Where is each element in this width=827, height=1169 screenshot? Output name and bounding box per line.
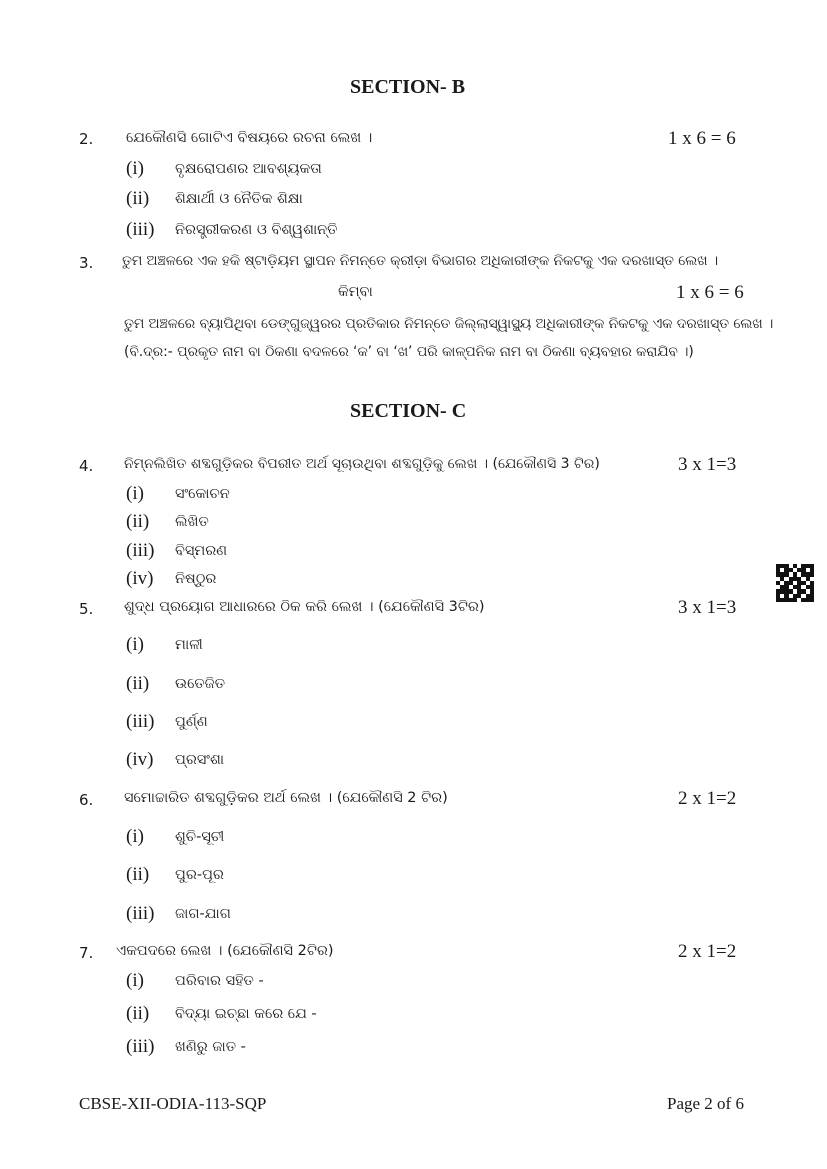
q2-item-text: ନିରସ୍ତ୍ରୀକରଣ ଓ ବିଶ୍ୱଶାନ୍ତି: [175, 222, 338, 238]
question-3-marks: 1 x 6 = 6: [676, 282, 744, 303]
question-6-marks: 2 x 1=2: [678, 788, 737, 809]
q2-item-text: ଶିକ୍ଷାର୍ଥୀ ଓ ନୈତିକ ଶିକ୍ଷା: [175, 191, 303, 207]
qr-code-icon: [776, 564, 814, 602]
q6-item-label: (iii): [126, 903, 155, 924]
q6-item-label: (i): [126, 826, 144, 847]
footer-page-number: Page 2 of 6: [667, 1094, 744, 1113]
q4-item-text: ସଂକୋଚନ: [175, 486, 230, 502]
question-4-marks: 3 x 1=3: [678, 454, 737, 475]
q5-item-label: (iv): [126, 749, 154, 770]
question-7-marks: 2 x 1=2: [678, 941, 737, 962]
q6-item-text: ଜାଗ-ଯାଗ: [175, 906, 231, 922]
question-2-text: ଯେକୌଣସି ଗୋଟିଏ ବିଷୟରେ ରଚନା ଲେଖ ।: [126, 130, 373, 146]
question-6-text: ସମୋଚ୍ଚାରିତ ଶବ୍ଦଗୁଡ଼ିକର ଅର୍ଥ ଲେଖ । (ଯେକୌଣସି 2 ଟିର): [124, 790, 448, 806]
question-3-alt-text: ତୁମ ଅଞ୍ଚଳରେ ବ୍ୟାପିଥିବା ଡେଙ୍ଗୁଜ୍ୱରର ପ୍ରତିକାର ନିମନ୍ତେ ଜିଲ୍ଲାସ୍ୱାସ୍ଥ୍ୟ ଅଧିକାରୀଙ୍କ ନିକଟକୁ ଏକ ଦରଖାସ୍ତ ଲେଖ ।: [124, 316, 774, 332]
section-c-title: SECTION- C: [350, 400, 467, 422]
q5-item-label: (i): [126, 634, 144, 655]
q4-item-label: (ii): [126, 511, 150, 532]
q5-item-text: ମାଳୀ: [175, 637, 203, 653]
question-7-number: 7.: [79, 944, 94, 962]
q4-item-text: ବିସ୍ମରଣ: [175, 543, 228, 559]
question-4-number: 4.: [79, 457, 94, 475]
question-5-marks: 3 x 1=3: [678, 597, 737, 618]
question-4-text: ନିମ୍ନଲିଖିତ ଶବ୍ଦଗୁଡ଼ିକର ବିପରୀତ ଅର୍ଥ ସୂଚାଉଥିବା ଶବ୍ଦଗୁଡ଼ିକୁ ଲେଖ । (ଯେକୌଣସି 3 ଟିର): [124, 456, 600, 472]
q5-item-text: ପ୍ରସଂଶା: [175, 752, 225, 768]
question-2-marks: 1 x 6 = 6: [668, 128, 736, 149]
q4-item-label: (iii): [126, 540, 155, 561]
question-3-note: (ବି.ଦ୍ର:- ପ୍ରକୃତ ନାମ ବା ଠିକଣା ବଦଳରେ ‘କ’ ବା ‘ଖ’ ପରି କାଳ୍ପନିକ ନାମ ବା ଠିକଣା ବ୍ୟବହାର କରାଯିବ ।): [124, 344, 694, 360]
q2-item-label: (ii): [126, 188, 150, 209]
section-b-title: SECTION- B: [350, 76, 466, 98]
q7-item-label: (i): [126, 970, 144, 991]
q6-item-label: (ii): [126, 864, 150, 885]
question-5-number: 5.: [79, 600, 94, 618]
q7-item-text: ପରିବାର ସହିତ -: [175, 973, 264, 989]
question-7-text: ଏକପଦରେ ଲେଖ । (ଯେକୌଣସି 2ଟିର): [116, 943, 334, 959]
question-2-number: 2.: [79, 130, 94, 148]
q4-item-label: (iv): [126, 568, 154, 589]
question-3-number: 3.: [79, 254, 94, 272]
q4-item-label: (i): [126, 483, 144, 504]
q5-item-label: (ii): [126, 673, 150, 694]
q7-item-label: (ii): [126, 1003, 150, 1024]
q5-item-text: ଉତେଜିତ: [175, 676, 226, 692]
q6-item-text: ପୁର-ପୂର: [175, 867, 224, 883]
q4-item-text: ଲିଖିତ: [175, 514, 209, 530]
q5-item-label: (iii): [126, 711, 155, 732]
q2-item-label: (i): [126, 158, 144, 179]
question-5-text: ଶୁଦ୍ଧ ପ୍ରୟୋଗ ଆଧାରରେ ଠିକ କରି ଲେଖ । (ଯେକୌଣସି 3ଟିର): [124, 599, 485, 615]
q5-item-text: ପୁର୍ଣ୍ଣ: [175, 714, 208, 730]
footer-code: CBSE-XII-ODIA-113-SQP: [79, 1094, 267, 1113]
q2-item-text: ବୃକ୍ଷରୋପଣର ଆବଶ୍ୟକତା: [175, 161, 322, 177]
question-3-or: କିମ୍ବା: [338, 284, 373, 300]
question-6-number: 6.: [79, 791, 94, 809]
q7-item-label: (iii): [126, 1036, 155, 1057]
q4-item-text: ନିଷ୍ଠୁର: [175, 571, 217, 587]
q2-item-label: (iii): [126, 219, 155, 240]
question-3-text: ତୁମ ଅଞ୍ଚଳରେ ଏକ ହକି ଷ୍ଟାଡ଼ିୟମ ସ୍ଥାପନ ନିମନ୍ତେ କ୍ରୀଡ଼ା ବିଭାଗର ଅଧିକାରୀଙ୍କ ନିକଟକୁ ଏକ ଦରଖାସ୍ତ ଲେଖ ।: [122, 253, 719, 269]
q6-item-text: ଶୁଚି-ସୂଚୀ: [175, 829, 225, 845]
q7-item-text: ଖଣିରୁ ଜାତ -: [175, 1039, 246, 1055]
q7-item-text: ବିଦ୍ୟା ଇଚ୍ଛା କରେ ଯେ -: [175, 1006, 317, 1022]
